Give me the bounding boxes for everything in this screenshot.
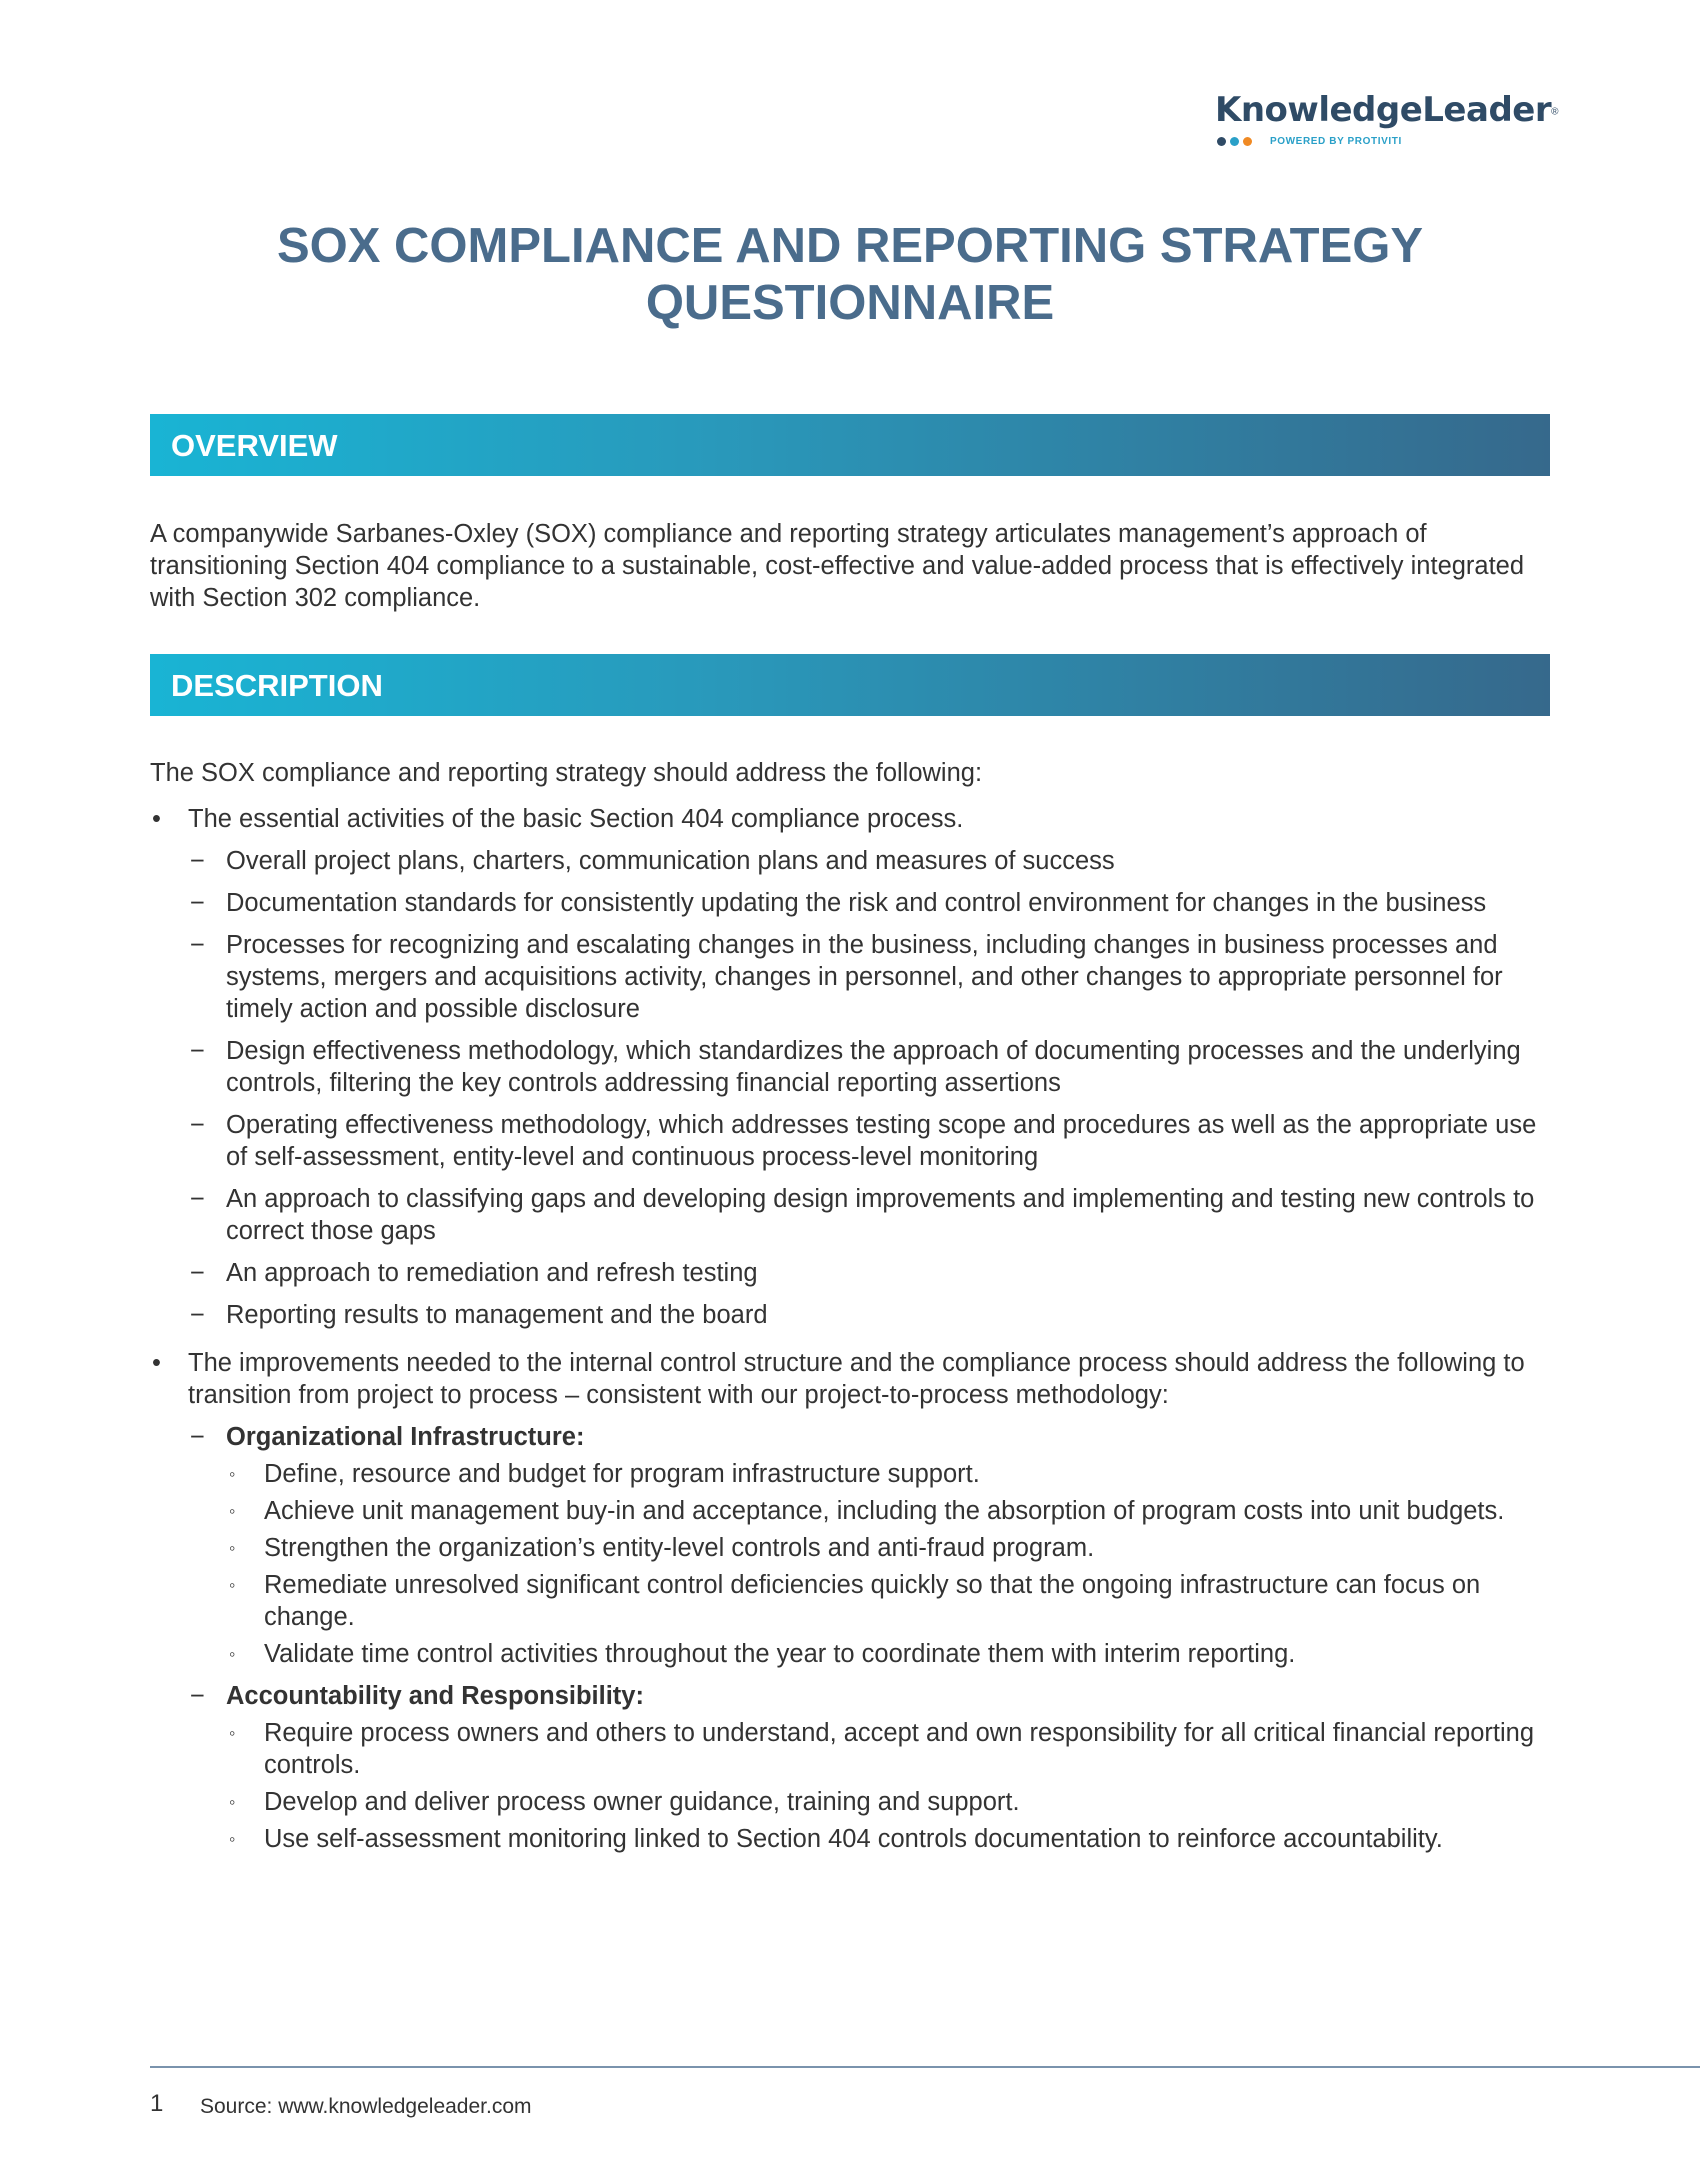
dash-item-text: Reporting results to management and the board [226,1301,768,1329]
circle-item [150,1532,1560,1564]
footer-divider [150,2066,1700,2068]
group-heading [150,1421,1560,1453]
logo-dot-orange [1243,137,1252,146]
page-number: 1 [150,2090,164,2117]
dash-item-text: Overall project plans, charters, communication plans and measures of success [226,847,1115,875]
bullet-marker: • [152,1349,161,1377]
dash-marker: − [190,1185,205,1213]
circle-item-text: Achieve unit management buy-in and acceptance, including the absorption of program costs into unit budgets. [264,1497,1505,1525]
overview-text: A companywide Sarbanes-Oxley (SOX) compliance and reporting strategy articulates management’s approach of transitioning Section 404 compliance to a sustainable, cost-effective and value-added process that is effectively integrated with Section 302 compliance. [150,520,1525,612]
circle-item [150,1717,1560,1781]
logo-tagline: POWERED BY PROTIVITI [1270,136,1402,147]
dash-item [150,1183,1560,1247]
dash-marker: − [190,1682,205,1710]
circle-item [150,1569,1560,1633]
dash-item-text: Operating effectiveness methodology, which addresses testing scope and procedures as well as the appropriate use of self-assessment, entity-level and continuous process-level monitoring [226,1111,1537,1171]
group-heading-text: Accountability and Responsibility: [226,1682,644,1710]
circle-item [150,1495,1560,1527]
dash-item [150,929,1560,1025]
group-heading [150,1680,1560,1712]
logo-dot-navy [1217,137,1226,146]
circle-marker: ◦ [229,1575,236,1595]
circle-marker: ◦ [229,1792,236,1812]
dash-marker: − [190,1301,205,1329]
bullet-item [150,1347,1560,1411]
description-heading: DESCRIPTION [150,654,1550,716]
bullet-marker: • [152,805,161,833]
bullet-text: The improvements needed to the internal control structure and the compliance process should address the following to transition from project to process – consistent with our project-to-process methodology: [188,1349,1525,1409]
circle-item [150,1458,1560,1490]
circle-item-text: Require process owners and others to understand, accept and own responsibility for all critical financial reporting controls. [264,1719,1535,1779]
bullet-item [150,803,1560,835]
dash-item-text: An approach to classifying gaps and developing design improvements and implementing and testing new controls to correct those gaps [226,1185,1535,1245]
dash-item [150,887,1560,919]
circle-item-text: Define, resource and budget for program infrastructure support. [264,1460,980,1488]
document-title [150,218,1550,332]
title-line-2: QUESTIONNAIRE [645,276,1055,330]
dash-item-text: Documentation standards for consistently updating the risk and control environment for changes in the business [226,889,1487,917]
circle-item-text: Develop and deliver process owner guidance, training and support. [264,1788,1020,1816]
circle-marker: ◦ [229,1723,236,1743]
dash-item [150,1109,1560,1173]
group-heading-text: Organizational Infrastructure: [226,1423,585,1451]
circle-marker: ◦ [229,1464,236,1484]
circle-marker: ◦ [229,1501,236,1521]
logo-dot-blue [1230,137,1239,146]
dash-marker: − [190,847,205,875]
dash-item [150,1035,1560,1099]
knowledgeleader-logo [1215,90,1559,147]
dash-item-text: Processes for recognizing and escalating changes in the business, including changes in business processes and systems, mergers and acquisitions activity, changes in personnel, and other changes to appropriate personnel for timely action and possible disclosure [226,931,1503,1023]
overview-heading: OVERVIEW [150,414,1550,476]
circle-item [150,1823,1560,1855]
circle-marker: ◦ [229,1538,236,1558]
dash-item-text: Design effectiveness methodology, which standardizes the approach of documenting processes and the underlying controls, filtering the key controls addressing financial reporting assertions [226,1037,1521,1097]
logo-dots-icon [1217,137,1252,146]
description-intro: The SOX compliance and reporting strategy should address the following: [150,759,983,787]
circle-item-text: Strengthen the organization’s entity-level controls and anti-fraud program. [264,1534,1095,1562]
dash-marker: − [190,889,205,917]
dash-marker: − [190,931,205,959]
dash-marker: − [190,1259,205,1287]
title-line-1: SOX COMPLIANCE AND REPORTING STRATEGY [276,219,1424,273]
logo-wordmark [1215,90,1559,130]
circle-item [150,1638,1560,1670]
dash-marker: − [190,1423,205,1451]
description-list [150,803,1560,1855]
dash-item-text: An approach to remediation and refresh testing [226,1259,758,1287]
dash-marker: − [190,1111,205,1139]
dash-item [150,1299,1560,1331]
dash-item [150,845,1560,877]
dash-marker: − [190,1037,205,1065]
footer-source: Source: www.knowledgeleader.com [200,2095,532,2118]
circle-item-text: Use self-assessment monitoring linked to Section 404 controls documentation to reinforce accountability. [264,1825,1443,1853]
circle-marker: ◦ [229,1829,236,1849]
circle-item-text: Remediate unresolved significant control deficiencies quickly so that the ongoing infrastructure can focus on change. [264,1571,1481,1631]
circle-item [150,1786,1560,1818]
circle-item-text: Validate time control activities throughout the year to coordinate them with interim reporting. [264,1640,1296,1668]
logo-name: KnowledgeLeader [1215,90,1552,130]
bullet-text: The essential activities of the basic Section 404 compliance process. [188,805,964,833]
dash-item [150,1257,1560,1289]
logo-tagline-row [1215,136,1545,147]
logo-trademark: ® [1551,106,1559,118]
circle-marker: ◦ [229,1644,236,1664]
